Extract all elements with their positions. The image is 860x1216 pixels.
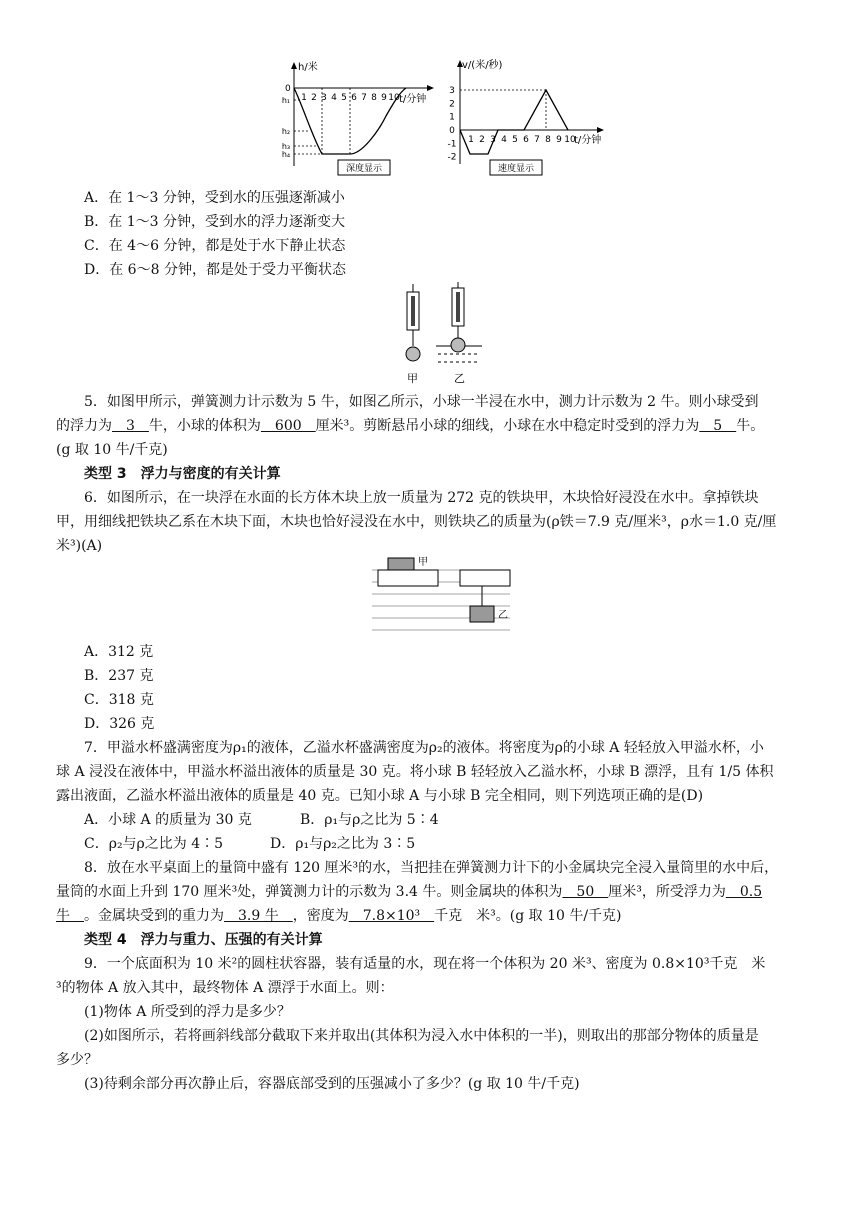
speed-y-tick: -2: [447, 152, 457, 163]
q8-blank-2b: 牛: [56, 908, 84, 924]
ball-yi: [451, 338, 465, 352]
label-yi: 乙: [454, 372, 465, 385]
speed-y-tick: 2: [449, 99, 455, 110]
depth-y-tick: h₂: [281, 127, 291, 136]
q7-line3: 露出液面，乙溢水杯溢出液体的质量是 40 克。已知小球 A 与小球 B 完全相同，则下列选项正确的是(D): [56, 788, 704, 804]
wood-block-left: [378, 570, 438, 586]
depth-origin: 0: [285, 84, 291, 94]
speed-graph: [444, 56, 608, 180]
iron-block-yi: [470, 606, 494, 622]
q4-option-c: C．在 4～6 分钟，都是处于水下静止状态: [84, 238, 346, 254]
q5-blank-3: 5: [699, 418, 737, 434]
ball-jia: [406, 347, 420, 361]
label-jia: 甲: [407, 372, 418, 385]
q6-line2: 甲，用细线把铁块乙系在木块下面，木块也恰好浸没在水中，则铁块乙的质量为(ρ铁＝7.9 克/厘米³，ρ水＝1.0 克/厘: [56, 514, 777, 530]
speed-x-tick: 2: [479, 135, 485, 145]
depth-x-tick: 8: [371, 93, 377, 103]
q9-line1: 9．一个底面积为 10 米²的圆柱状容器，装有适量的水，现在将一个体积为 20 米³、密度为 0.8×10³千克 米: [84, 956, 766, 972]
depth-caption: 深度显示: [345, 164, 383, 174]
q9-line4: (2)如图所示，若将画斜线部分截取下来并取出(其体积为浸入水中体积的一半)，则取出的那部分物体的质量是: [84, 1028, 759, 1044]
q8-line3: 牛 。金属块受到的重力为 3.9 牛 ，密度为 7.8×10³ 千克 米³。(g 取 10 牛/千克): [56, 908, 622, 924]
speed-y-tick: 0: [449, 126, 455, 136]
depth-x-tick: 2: [311, 93, 317, 103]
q5-blank-2: 600: [260, 418, 316, 434]
depth-x-tick: 7: [361, 93, 367, 103]
depth-x-tick: 4: [331, 93, 337, 103]
q6-option-d: D．326 克: [84, 716, 155, 732]
depth-y-tick: h₄: [281, 150, 291, 159]
spring-scale-figure: [396, 282, 492, 386]
q6-line3: 米³)(A): [56, 538, 103, 554]
speed-x-tick: 7: [534, 135, 540, 145]
wood-block-figure: [370, 548, 512, 638]
depth-ylabel: h/米: [298, 62, 318, 73]
q7-option-c: C．ρ₂与ρ之比为 4∶5: [84, 836, 224, 852]
depth-x-ticks: [301, 93, 400, 103]
q8-line1: 8．放在水平桌面上的量筒中盛有 120 厘米³的水，当把挂在弹簧测力计下的小金属块完全浸入量筒里的水中后，: [84, 860, 779, 876]
depth-y-ticks: [282, 96, 290, 159]
q7-option-a: A．小球 A 的质量为 30 克: [84, 812, 252, 828]
q5-line2: 的浮力为 3 牛，小球的体积为 600 厘米³。剪断悬吊小球的细线，小球在水中稳定时受到的浮力为 5 牛。: [56, 418, 765, 434]
speed-x-tick: 8: [545, 135, 551, 145]
q8-blank-2: 0.5: [725, 884, 763, 900]
speed-y-tick: -1: [447, 139, 457, 150]
q4-option-b: B．在 1～3 分钟，受到水的浮力逐渐变大: [84, 214, 346, 230]
wood-block-right: [460, 570, 510, 586]
section-type4-heading: 类型 4 浮力与重力、压强的有关计算: [84, 932, 323, 948]
q8-blank-4: 7.8×10³: [348, 908, 435, 924]
speed-x-tick: 10: [564, 135, 576, 145]
q7-option-b: B．ρ₁与ρ之比为 5∶4: [300, 812, 439, 828]
depth-y-tick: h₃: [281, 142, 291, 151]
speed-y-tick: 1: [449, 112, 455, 123]
speed-caption: 速度显示: [497, 164, 535, 174]
q6-option-a: A．312 克: [84, 644, 154, 660]
depth-x-tick: 3: [321, 93, 327, 103]
speed-ylabel: v/(米/秒): [462, 60, 503, 71]
q6-line1: 6．如图所示，在一块浮在水面的长方体木块上放一质量为 272 克的铁块甲，木块恰好浸没在水中。拿掉铁块: [84, 490, 759, 506]
q8-blank-3: 3.9 牛: [224, 908, 293, 924]
section-type3-heading: 类型 3 浮力与密度的有关计算: [84, 466, 281, 482]
depth-x-tick: 10: [388, 93, 400, 103]
q5-line1: 5．如图甲所示，弹簧测力计示数为 5 牛，如图乙所示，小球一半浸在水中，测力计示数为 2 牛。则小球受到: [84, 394, 759, 410]
q9-line5: 多少？: [56, 1052, 98, 1068]
q4-option-d: D．在 6～8 分钟，都是处于受力平衡状态: [84, 262, 346, 278]
q8-line2: 量筒的水面上升到 170 厘米³处，弹簧测力计的示数为 3.4 牛。则金属块的体积为 50 厘米³，所受浮力为 0.5: [56, 884, 763, 900]
speed-x-tick: 3: [490, 135, 496, 145]
depth-graph: [278, 58, 438, 180]
q9-line2: ³的物体 A 放入其中，最终物体 A 漂浮于水面上。则：: [56, 980, 394, 996]
q6-option-b: B．237 克: [84, 668, 154, 684]
speed-x-ticks: [468, 135, 576, 145]
q5-line3: (g 取 10 牛/千克): [56, 442, 168, 458]
q9-line3: (1)物体 A 所受到的浮力是多少？: [84, 1004, 291, 1020]
depth-x-tick: 1: [301, 93, 307, 103]
iron-block-jia: [388, 558, 414, 570]
depth-y-tick: h₁: [281, 96, 291, 105]
speed-y-tick: 3: [449, 86, 455, 97]
speed-xlabel: t/分钟: [574, 135, 602, 146]
label-fig-yi: 乙: [498, 610, 508, 621]
depth-xlabel: t/分钟: [399, 94, 427, 105]
depth-x-tick: 6: [351, 93, 357, 103]
q9-line6: (3)待剩余部分再次静止后，容器底部受到的压强减小了多少？(g 取 10 牛/千克): [84, 1076, 580, 1092]
speed-x-tick: 5: [512, 135, 518, 145]
q4-option-a: A．在 1～3 分钟，受到水的压强逐渐减小: [84, 190, 345, 206]
q6-option-c: C．318 克: [84, 692, 154, 708]
q7-option-d: D．ρ₁与ρ₂之比为 3∶5: [270, 836, 416, 852]
label-fig-jia: 甲: [418, 557, 428, 568]
depth-x-tick: 9: [381, 93, 387, 103]
speed-x-tick: 6: [523, 135, 529, 145]
depth-x-tick: 5: [341, 93, 347, 103]
q7-line2: 球 A 浸没在液体中，甲溢水杯溢出液体的质量是 30 克。将小球 B 轻轻放入乙溢水杯，小球 B 漂浮，且有 1/5 体积: [56, 764, 774, 780]
q8-blank-1: 50: [562, 884, 609, 900]
speed-y-ticks: [448, 86, 457, 163]
speed-x-tick: 9: [556, 135, 562, 145]
q7-line1: 7．甲溢水杯盛满密度为ρ₁的液体，乙溢水杯盛满密度为ρ₂的液体。将密度为ρ的小球 A 轻轻放入甲溢水杯，小: [84, 740, 764, 756]
speed-x-tick: 4: [501, 135, 507, 145]
q5-blank-1: 3: [112, 418, 149, 434]
speed-x-tick: 1: [468, 135, 474, 145]
